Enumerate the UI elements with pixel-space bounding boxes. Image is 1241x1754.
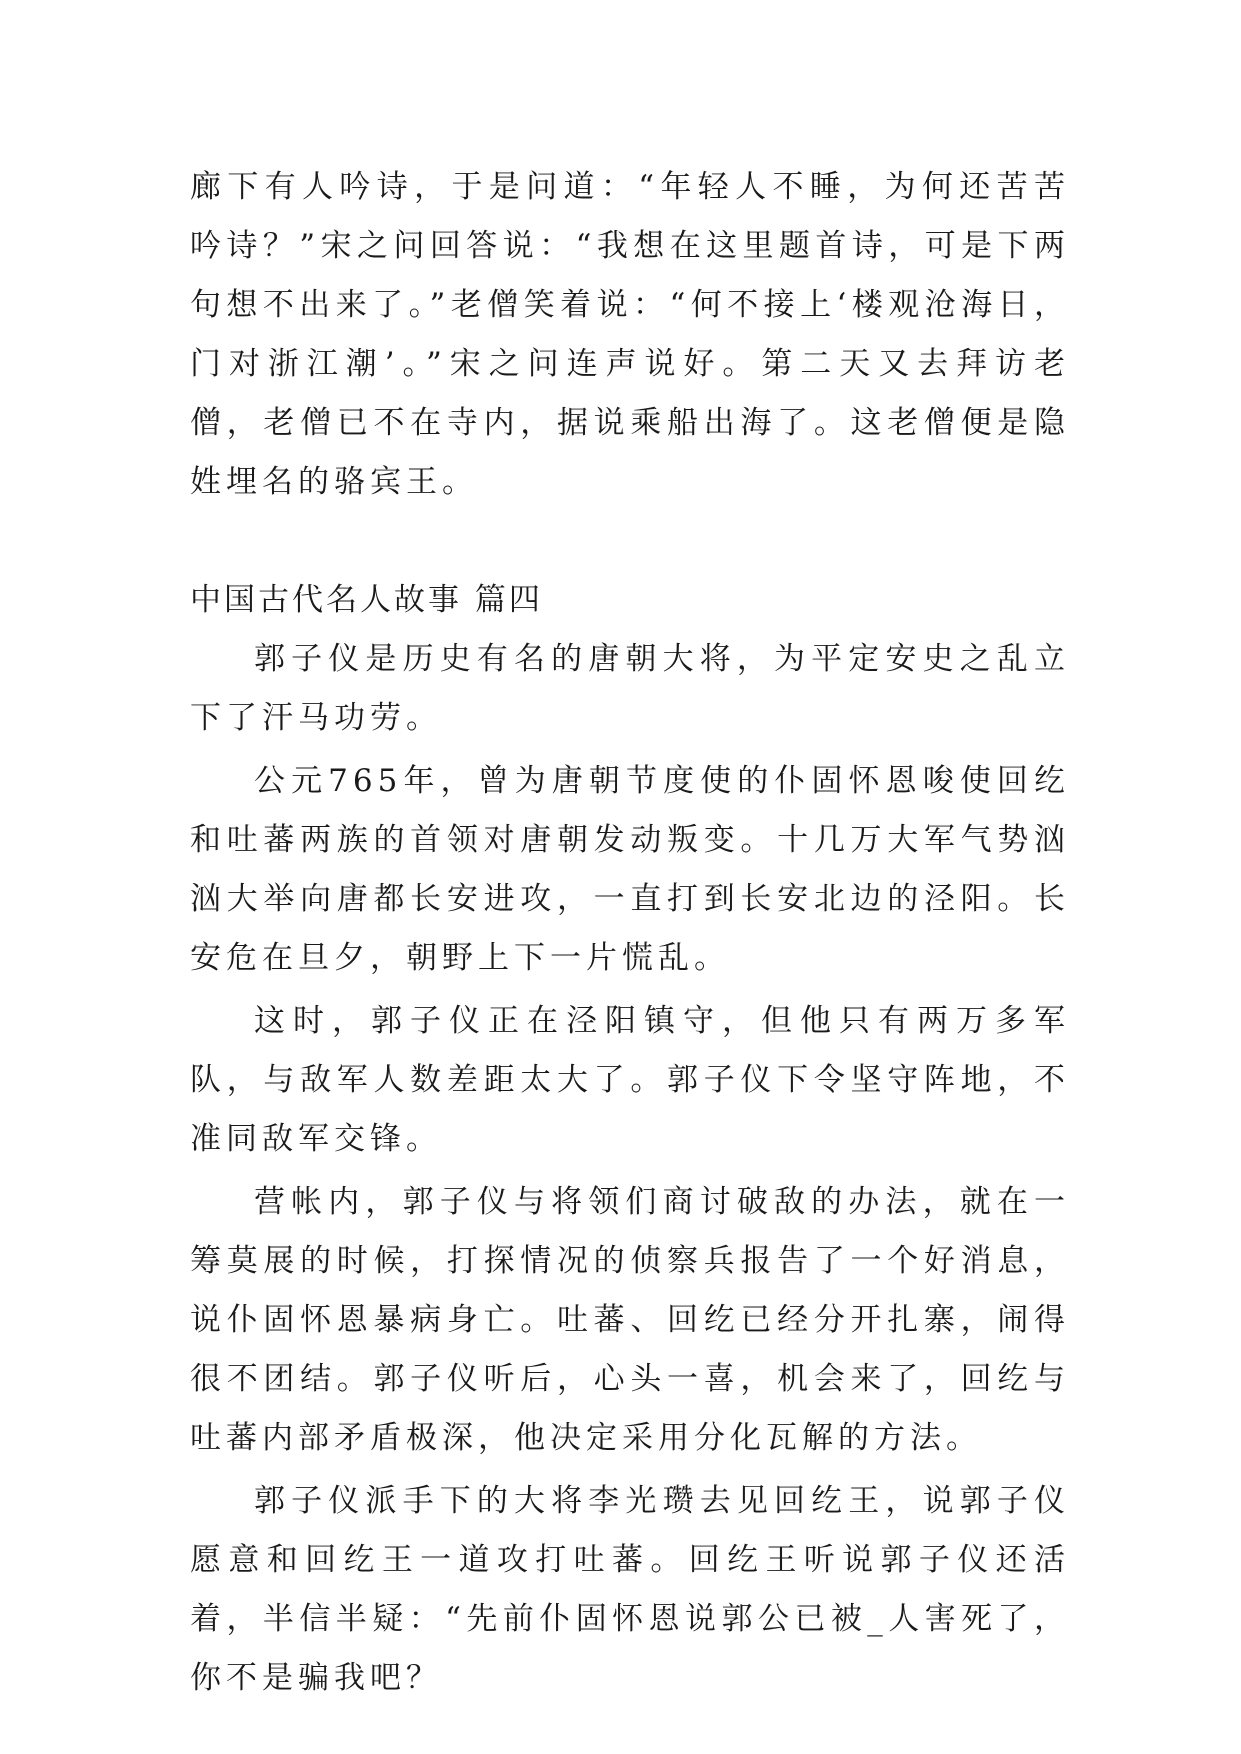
section-title: 中国古代名人故事 篇四 (190, 582, 543, 618)
paragraph-4: 营帐内，郭子仪与将领们商讨破敌的办法，就在一筹莫展的时候，打探情况的侦察兵报告了一个好消息，说仆固怀恩暴病身亡。吐蕃、回纥已经分开扎寨，闹得很不团结。郭子仪听后，心头一喜，机会来了，回纥与吐蕃内部矛盾极深，他决定采用分化瓦解的方法。 (190, 1184, 1070, 1456)
paragraph-3: 这时，郭子仪正在泾阳镇守，但他只有两万多军队，与敌军人数差距太大了。郭子仪下令坚守阵地，不准同敌军交锋。 (190, 1003, 1070, 1157)
paragraph-1: 郭子仪是历史有名的唐朝大将，为平定安史之乱立下了汗马功劳。 (190, 641, 1070, 736)
paragraph-5: 郭子仪派手下的大将李光瓒去见回纥王，说郭子仪愿意和回纥王一道攻打吐蕃。回纥王听说郭子仪还活着，半信半疑：“先前仆固怀恩说郭公已被_人害死了，你不是骗我吧？ (190, 1483, 1070, 1696)
continuation-paragraph: 廊下有人吟诗，于是问道：“年轻人不睡，为何还苦苦吟诗？”宋之问回答说：“我想在这里题首诗，可是下两句想不出来了。”老僧笑着说：“何不接上‘楼观沧海日，门对浙江潮’。”宋之问连声说好。第二天又去拜访老僧，老僧已不在寺内，据说乘船出海了。这老僧便是隐姓埋名的骆宾王。 (190, 169, 1070, 500)
paragraph-2: 公元765年，曾为唐朝节度使的仆固怀恩唆使回纥和吐蕃两族的首领对唐朝发动叛变。十几万大军气势汹汹大举向唐都长安进攻，一直打到长安北边的泾阳。长安危在旦夕，朝野上下一片慌乱。 (190, 763, 1070, 976)
document-body (190, 158, 1070, 1708)
